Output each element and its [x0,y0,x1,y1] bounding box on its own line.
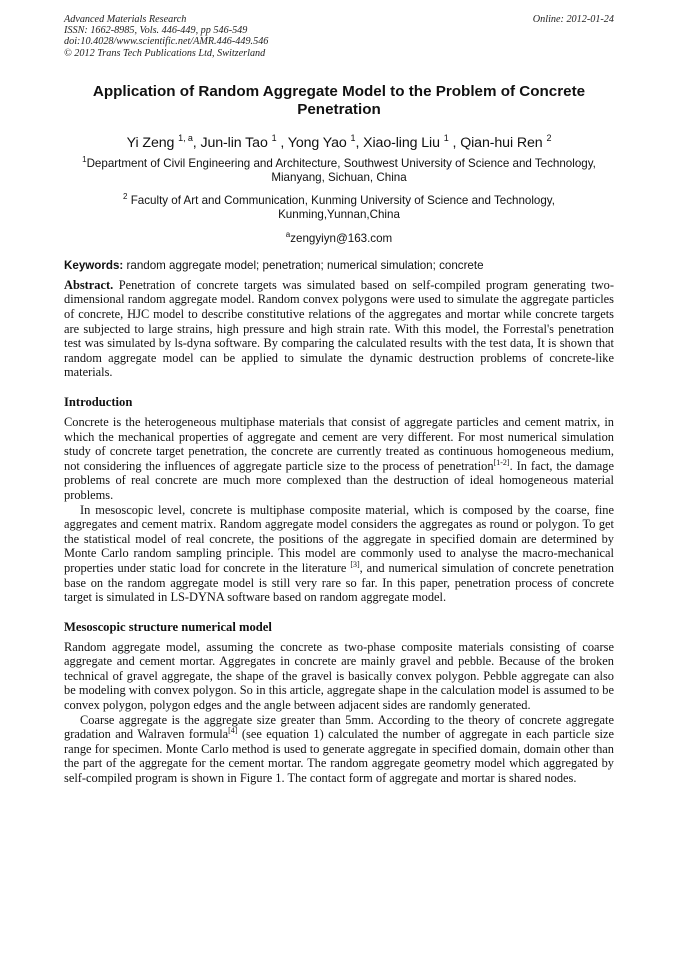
keywords-label: Keywords: [64,258,124,272]
paragraph-text: In mesoscopic level, concrete is multiphase composite material, which is composed by the coarse, fine aggregates and cement matrix. Random aggregate model considers the aggregates as round or polygon. To get the statistical model of real concrete, the positions of the aggregate in specified domain are determined by Monte Carlo random sampling principle. This model are commonly used to analyse the macro-mechanical properties under static load for concrete in the literature [64,502,614,575]
mesoscopic-section [64,640,614,786]
affiliation-1 [78,154,600,186]
paragraph-text: (see equation 1) calculated the number of aggregate in each particle size range for specimen. Monte Carlo method is used to generate aggregate in specified domain, domain other than the part of the aggregate for the cement mortar. The random aggregate geometry model which aggregated by self-compiled program is shown in Figure 1. The contact form of aggregate and mortar is shared nodes. [64,727,614,786]
introduction-paragraph-1 [64,415,614,503]
journal-name: Advanced Materials Research [64,14,187,25]
keywords-text: random aggregate model; penetration; numerical simulation; concrete [126,258,484,272]
paragraph-text: . In fact, the damage problems of real concrete are much more complexed than the destruction of ideal homogeneous material problems. [64,458,614,502]
author-name: Xiao-ling Liu [363,134,440,151]
author-sup: 1, a [178,132,193,143]
abstract-label: Abstract. [64,277,114,292]
affiliation-text: Department of Civil Engineering and Architecture, Southwest University of Science and Technology, Mianyang, Sichuan, China [86,156,596,185]
author-sup: 1 [443,132,449,143]
mesoscopic-paragraph-1: Random aggregate model, assuming the concrete as two-phase composite materials consisting of coarse aggregate and cement mortar. Aggregates in concrete are mainly gravel and pebble. Because of the broken technical of gravel aggregate, the shape of the gravel is basically convex polygon. Pebble aggregate can also be modeling with convex polygon. So in this article, aggregate shape in the calculation model is assumed to be convex polygon, polygon edges and the angle between adjacent sides are randomly generated. [64,639,614,713]
affiliation-text: Faculty of Art and Communication, Kunming University of Science and Technology, Kunming,Yunnan,China [130,193,555,222]
online-date: Online: 2012-01-24 [532,14,614,25]
affiliation-sup: 1 [82,154,87,164]
author-sup: 2 [546,132,552,143]
affiliation-2 [78,191,600,223]
author-name: Yong Yao [287,134,347,151]
keywords [64,259,614,272]
introduction-heading: Introduction [64,394,133,409]
author-sup: 1 [271,132,277,143]
author-sup: 1 [350,132,356,143]
citation: [1-2] [493,457,510,467]
paragraph-text: Coarse aggregate is the aggregate size greater than 5mm. According to the theory of concrete aggregate gradation and Walraven formula [64,712,614,742]
journal-copyright: © 2012 Trans Tech Publications Ltd, Switzerland [64,47,266,59]
author-name: Qian-hui Ren [460,134,543,151]
author-list: Yi Zeng $^{1, a}$, Jun-lin Tao $^1$ , Yong Yao $^1$, Xiao-ling Liu $^1$ , Qian-hui Ren $^2$ [126,132,552,151]
journal-header [64,14,614,59]
paper-title: Application of Random Aggregate Model to the Problem of Concrete Penetration [92,82,586,119]
email-text: zengyiyn@163.com [290,231,393,245]
introduction-section [64,415,614,605]
mesoscopic-heading: Mesoscopic structure numerical model [64,619,272,634]
journal-doi: doi:10.4028/www.scientific.net/AMR.446-449.546 [64,36,269,48]
email-sup: a [285,229,291,239]
author-name: Jun-lin Tao [200,134,268,151]
affiliation-sup: 2 [123,191,128,201]
author-name: Yi Zeng [126,134,175,151]
paragraph-text: , and numerical simulation of concrete penetration base on the random aggregate model is still very rare so far. In this paper, penetration process of concrete target is simulated in LS-DYNA software based on random aggregate model. [64,560,614,605]
citation: [4] [228,726,238,736]
mesoscopic-paragraph-2 [64,713,614,786]
journal-issn: ISSN: 1662-8985, Vols. 446-449, pp 546-549 [64,25,248,37]
paper-page [64,14,614,786]
abstract [64,278,614,380]
introduction-paragraph-2 [64,503,614,605]
citation: [3] [350,559,360,569]
abstract-text: Penetration of concrete targets was simulated based on self-compiled program generating two-dimensional random aggregate model. Random convex polygons were used to simulate the aggregate particles of concrete, HJC model to describe constitutive relations of the aggregates and mortar while concrete targets are subjected to large strains, high pressure and high strain rate. With this model, the Forrestal's penetration test was simulated by ls-dyna software. By comparing the calculated results with the test data, It is shown that random aggregate model can be applied to simulate the dynamic destruction problems of concrete-like materials. [64,277,614,380]
author-email [64,229,614,245]
paragraph-text: Concrete is the heterogeneous multiphase materials that consist of aggregate particles and cement matrix, in which the mechanical properties of aggregate and cement are very different. For most numerical simulation study of concrete target penetration, the concrete are currently treated as continuous homogeneous medium, not considering the influences of aggregate particle size to the process of penetration [64,414,614,473]
